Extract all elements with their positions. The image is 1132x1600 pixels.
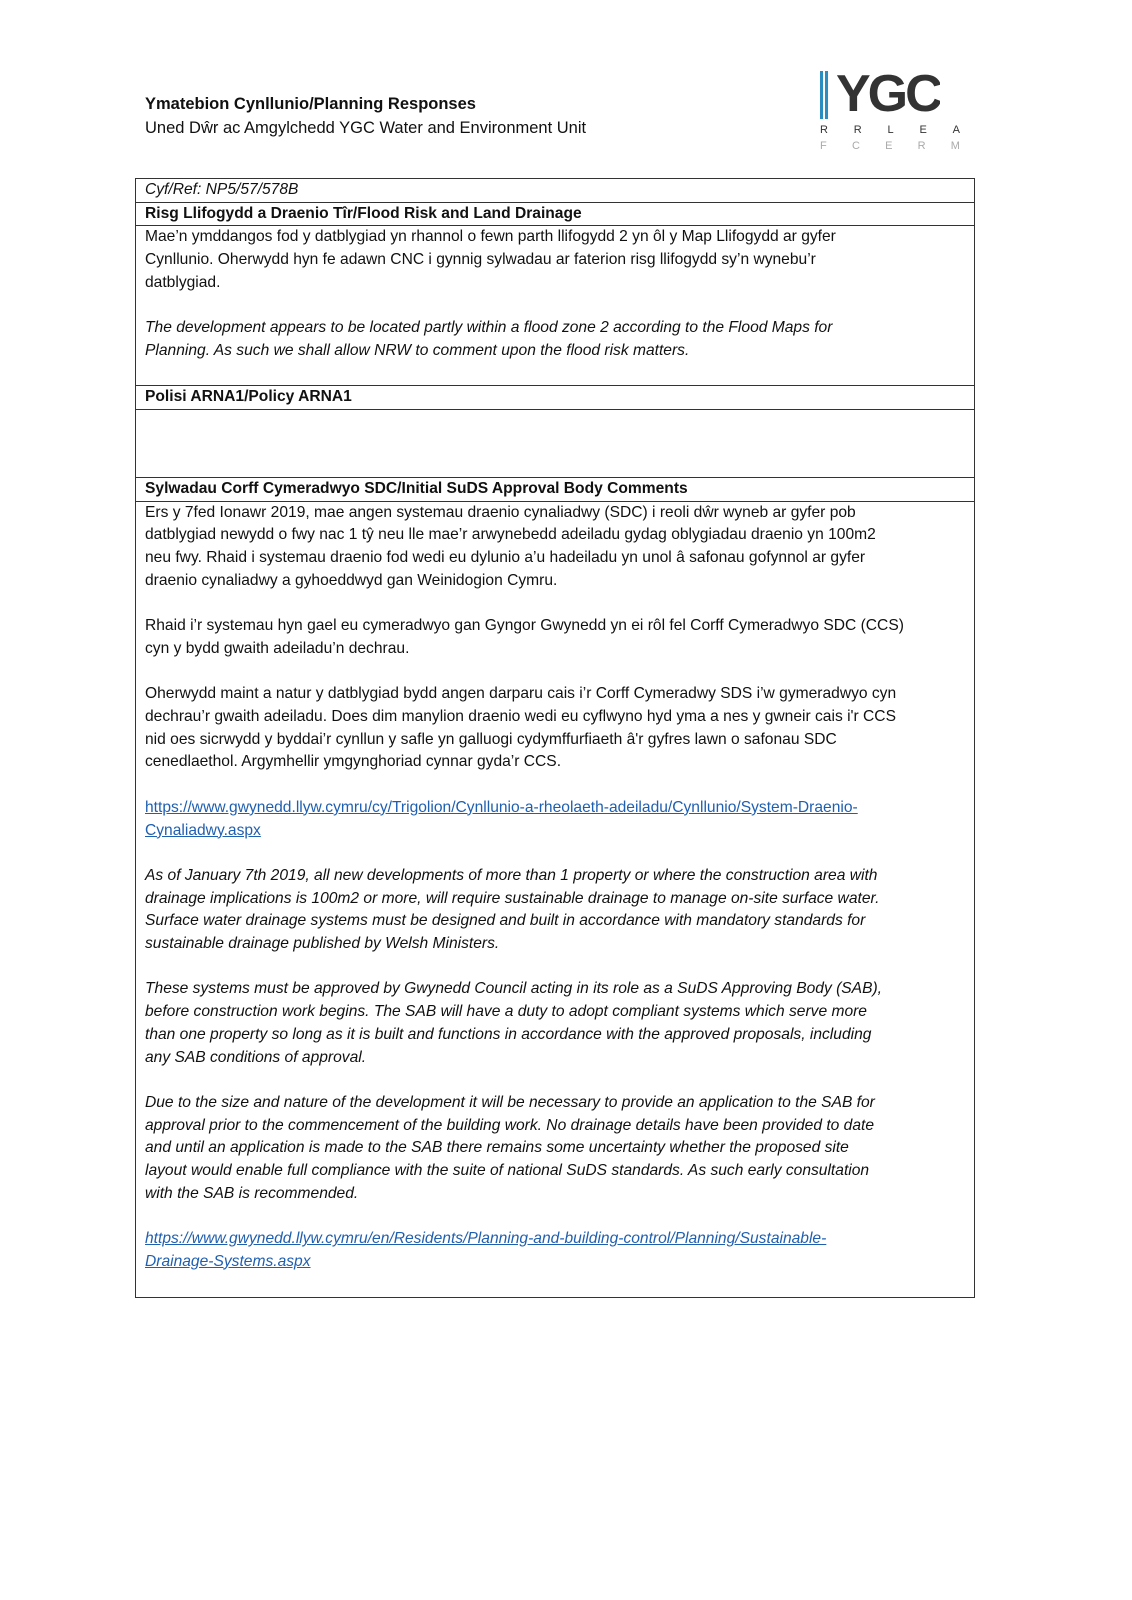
text-line: Planning. As such we shall allow NRW to comment upon the flood risk matters. xyxy=(145,341,690,359)
logo-mark xyxy=(820,68,960,120)
text-line: Mae’n ymddangos fod y datblygiad yn rhannol o fewn parth llifogydd 2 yn ôl y Map Llifogydd ar gyfer xyxy=(145,228,836,246)
logo-letter: R xyxy=(853,124,862,136)
paragraph xyxy=(145,683,965,774)
link-paragraph xyxy=(145,1228,965,1273)
text-line: nid oes sicrwydd y byddai’r cynllun y safle yn galluogi cydymffurfiaeth â'r gyfres lawn o safonau SDC xyxy=(145,730,837,748)
policy-heading: Polisi ARNA1/Policy ARNA1 xyxy=(136,386,974,410)
reference-row: Cyf/Ref: NP5/57/578B xyxy=(136,179,974,203)
text-line: These systems must be approved by Gwynedd Council acting in its role as a SuDS Approving Body (SAB), xyxy=(145,980,883,998)
text-line: The development appears to be located partly within a flood zone 2 according to the Flood Maps for xyxy=(145,319,833,337)
paragraph xyxy=(145,226,965,294)
text-line: datblygiad newydd o fwy nac 1 tŷ neu lle mae’r arwynebedd adeiladu gydag oblygiadau draenio yn 100m2 xyxy=(145,526,876,544)
text-line: Due to the size and nature of the development it will be necessary to provide an application to the SAB for xyxy=(145,1093,875,1111)
text-line: cyn y bydd gwaith adeiladu’n dechrau. xyxy=(145,639,410,657)
logo-bars-icon xyxy=(820,71,832,119)
hyperlink[interactable]: Cynaliadwy.aspx xyxy=(145,821,261,839)
text-line: drainage implications is 100m2 or more, will require sustainable drainage to manage on-site surface water. xyxy=(145,889,880,907)
logo-letter: E xyxy=(885,140,893,152)
logo-letter: M xyxy=(950,140,960,152)
paragraph xyxy=(145,978,965,1069)
logo-letter: E xyxy=(919,124,927,136)
logo-letter: F xyxy=(820,140,827,152)
text-line: As of January 7th 2019, all new developments of more than 1 property or where the construction area with xyxy=(145,866,878,884)
suds-heading: Sylwadau Corff Cymeradwyo SDC/Initial SuDS Approval Body Comments xyxy=(136,478,974,502)
document-title: Ymatebion Cynllunio/Planning Responses xyxy=(145,95,476,113)
hyperlink[interactable]: Drainage-Systems.aspx xyxy=(145,1252,311,1270)
logo-letter: C xyxy=(851,140,860,152)
logo-letter: A xyxy=(952,124,960,136)
suds-body xyxy=(136,502,974,1297)
flood-risk-heading: Risg Llifogydd a Draenio Tîr/Flood Risk and Land Drainage xyxy=(136,203,974,227)
flood-risk-body xyxy=(136,226,974,386)
text-line: cenedlaethol. Argymhellir ymgynghoriad cynnar gyda’r CCS. xyxy=(145,753,562,771)
text-line: layout would enable full compliance with the suite of national SuDS standards. As such early consultation xyxy=(145,1162,870,1179)
text-line: before construction work begins. The SAB will have a duty to adopt compliant systems which serve more xyxy=(145,1003,867,1021)
text-line: draenio cynaliadwy a gyhoeddwyd gan Weinidogion Cymru. xyxy=(145,571,558,589)
document-header xyxy=(145,92,586,140)
logo-letter: R xyxy=(820,124,828,136)
paragraph xyxy=(145,615,965,660)
text-line: Oherwydd maint a natur y datblygiad bydd angen darparu cais i’r Corff Cymeradwy SDS i’w gymeradwyo cyn xyxy=(145,685,897,703)
ygc-logo xyxy=(820,68,960,153)
text-line: Ers y 7fed Ionawr 2019, mae angen systemau draenio cynaliadwy (SDC) i reoli dŵr wyneb ar gyfer pob xyxy=(145,503,856,521)
text-line: datblygiad. xyxy=(145,273,221,291)
text-line: Surface water drainage systems must be designed and built in accordance with mandatory standards for xyxy=(145,912,866,930)
logo-text: YGC xyxy=(836,68,940,120)
logo-letters-row-2 xyxy=(820,139,960,153)
document-subtitle: Uned Dŵr ac Amgylchedd YGC Water and Environment Unit xyxy=(145,119,587,137)
text-line: and until an application is made to the SAB there remains some uncertainty whether the proposed site xyxy=(145,1139,849,1157)
text-line: dechrau’r gwaith adeiladu. Does dim manylion draenio wedi eu cyflwyno hyd yma a nes y gwneir cais i'r CCS xyxy=(145,708,896,725)
text-line: any SAB conditions of approval. xyxy=(145,1048,367,1066)
paragraph xyxy=(145,502,965,593)
link-paragraph xyxy=(145,797,965,842)
text-line: Cynllunio. Oherwydd hyn fe adawn CNC i gynnig sylwadau ar faterion risg llifogydd sy’n wynebu’r xyxy=(145,251,816,269)
response-table xyxy=(135,178,975,1298)
paragraph xyxy=(145,865,965,956)
paragraph xyxy=(145,1092,965,1206)
text-line: neu fwy. Rhaid i systemau draenio fod wedi eu dylunio a’u hadeiladu yn unol â safonau gofynnol ar gyfer xyxy=(145,549,866,567)
logo-letter: R xyxy=(917,140,926,152)
text-line: approval prior to the commencement of the building work. No drainage details have been provided to date xyxy=(145,1116,875,1134)
policy-body xyxy=(136,410,974,478)
text-line: Rhaid i’r systemau hyn gael eu cymeradwyo gan Gyngor Gwynedd yn ei rôl fel Corff Cymeradwyo SDC (CCS) xyxy=(145,617,904,635)
logo-letters-row-1 xyxy=(820,123,960,137)
text-line: than one property so long as it is built and functions in accordance with the approved proposals, including xyxy=(145,1025,872,1043)
paragraph xyxy=(145,317,965,362)
hyperlink[interactable]: https://www.gwynedd.llyw.cymru/cy/Trigolion/Cynllunio-a-rheolaeth-adeiladu/Cynllunio/System-Draenio- xyxy=(145,798,858,816)
text-line: sustainable drainage published by Welsh Ministers. xyxy=(145,935,500,952)
logo-letter: L xyxy=(887,124,894,136)
text-line: with the SAB is recommended. xyxy=(145,1184,359,1202)
hyperlink[interactable]: https://www.gwynedd.llyw.cymru/en/Residents/Planning-and-building-control/Planning/Sustainable- xyxy=(145,1230,827,1248)
